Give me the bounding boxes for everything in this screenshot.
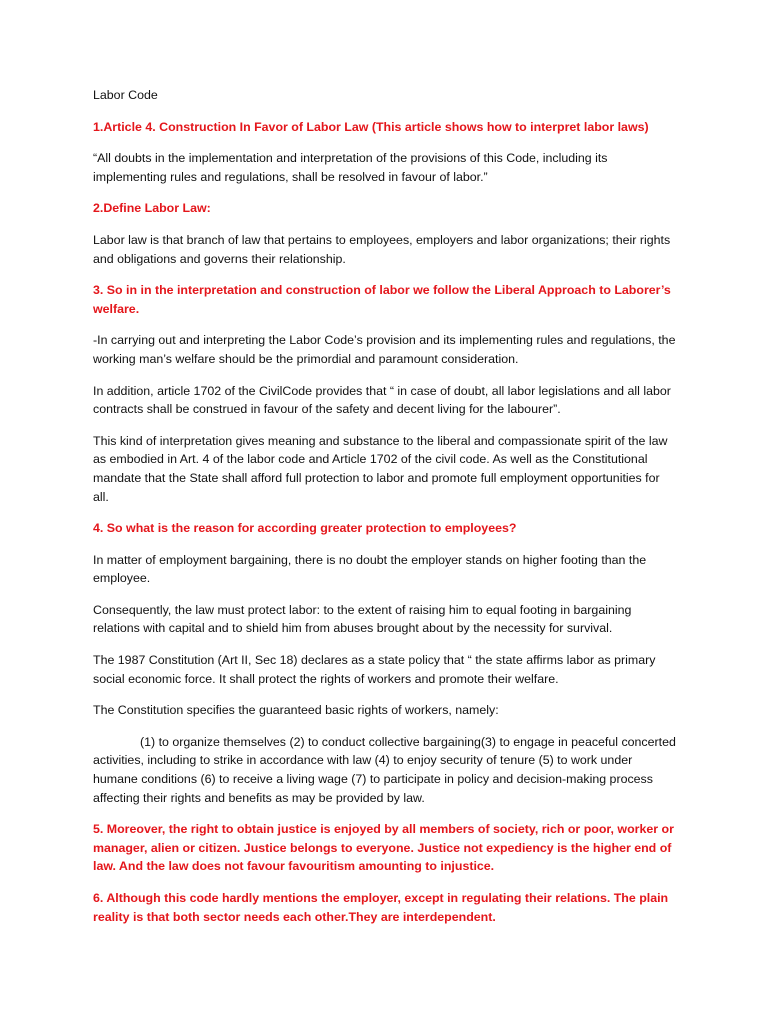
paragraph-employment-bargaining: In matter of employment bargaining, there is no doubt the employer stands on higher footing than the employee. bbox=[93, 552, 647, 586]
heading-define-labor-law: 2.Define Labor Law: bbox=[93, 201, 211, 216]
paragraph-interpretation-spirit: This kind of interpretation gives meaning and substance to the liberal and compassionate spirit of the law as embodied in Art. 4 of the labor code and Article 1702 of the civil code. As well as the Constitutional mandate that the State shall afford full protection to labor and promote full employment opportunities for all. bbox=[93, 433, 668, 504]
heading-liberal-approach: 3. So in in the interpretation and construction of labor we follow the Liberal Approach to Laborer’s welfare. bbox=[93, 283, 671, 316]
heading-greater-protection: 4. So what is the reason for according greater protection to employees? bbox=[93, 521, 517, 536]
heading-right-to-justice: 5. Moreover, the right to obtain justice is enjoyed by all members of society, rich or poor, worker or manager, alien or citizen. Justice belongs to everyone. Justice not expediency is the higher end of law. And the law does not favour favouritism amounting to injustice. bbox=[93, 822, 674, 874]
paragraph-law-must-protect: Consequently, the law must protect labor: to the extent of raising him to equal footing in bargaining relations with capital and to shield him from abuses brought about by the necessity for survival. bbox=[93, 602, 632, 636]
paragraph-labor-law-definition: Labor law is that branch of law that pertains to employees, employers and labor organizations; their rights and obligations and governs their relationship. bbox=[93, 232, 671, 266]
paragraph-primordial-consideration: -In carrying out and interpreting the Labor Code’s provision and its implementing rules and regulations, the working man’s welfare should be the primordial and paramount consideration. bbox=[93, 333, 676, 366]
heading-interdependent: 6. Although this code hardly mentions the employer, except in regulating their relations. The plain reality is that both sector needs each other.They are interdependent. bbox=[93, 891, 669, 924]
paragraph-1987-constitution: The 1987 Constitution (Art II, Sec 18) declares as a state policy that “ the state affirms labor as primary social economic force. It shall protect the rights of workers and promote their welfare. bbox=[93, 653, 656, 686]
document-body bbox=[93, 86, 678, 939]
paragraph-article-4-quote: “All doubts in the implementation and interpretation of the provisions of this Code, including its implementing rules and regulations, shall be resolved in favour of labor.” bbox=[93, 151, 608, 184]
document-title: Labor Code bbox=[93, 88, 158, 102]
paragraph-basic-rights-list: (1) to organize themselves (2) to conduct collective bargaining(3) to engage in peaceful concerted activities, including to strike in accordance with law (4) to enjoy security of tenure (5) to work under humane conditions (6) to receive a living wage (7) to participate in policy and decision-making process affecting their rights and benefits as may be provided by law. bbox=[93, 734, 676, 805]
heading-article-4: 1.Article 4. Construction In Favor of Labor Law (This article shows how to interpret labor laws) bbox=[93, 119, 649, 134]
paragraph-article-1702: In addition, article 1702 of the CivilCode provides that “ in case of doubt, all labor legislations and all labor contracts shall be construed in favour of the safety and decent living for the labourer”. bbox=[93, 383, 671, 417]
paragraph-basic-rights-intro: The Constitution specifies the guaranteed basic rights of workers, namely: bbox=[93, 703, 499, 718]
